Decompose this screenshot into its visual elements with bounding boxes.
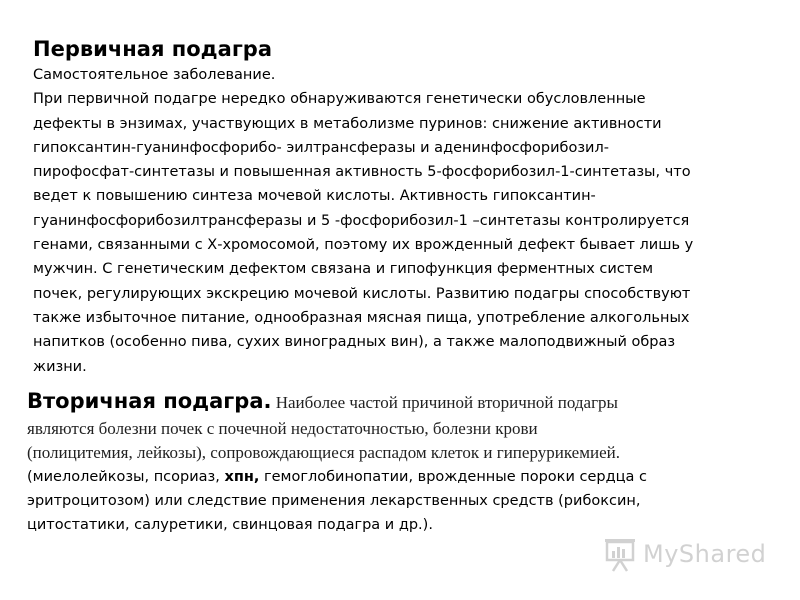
secondary-gout-section	[27, 387, 777, 537]
secondary-text-line: (полицитемия, лейкозы), сопровождающиеся распадом клеток и гиперурикемией.	[27, 443, 620, 462]
secondary-text-line	[27, 465, 777, 489]
primary-gout-section	[33, 36, 773, 379]
primary-text-line: почек, регулирующих экскрецию мочевой кислоты. Развитию подагры способствуют	[33, 285, 691, 302]
secondary-text-line: являются болезни почек с почечной недостаточностью, болезни крови	[27, 419, 538, 438]
primary-text-line: дефекты в энзимах, участвующих в метаболизме пуринов: снижение активности	[33, 115, 662, 132]
primary-gout-title: Первичная подагра	[33, 37, 272, 61]
primary-text-line: напитков (особенно пива, сухих виноградных вин), а также малоподвижный образ	[33, 334, 676, 351]
primary-text-line: Самостоятельное заболевание.	[33, 67, 276, 83]
secondary-gout-title: Вторичная подагра.	[27, 389, 272, 413]
secondary-text-bold: хпн,	[224, 469, 260, 485]
secondary-text-line	[27, 387, 777, 417]
primary-text-line: При первичной подагре нередко обнаруживаются генетически обусловленные	[33, 91, 646, 108]
secondary-text-line: эритроцитозом) или следствие применения лекарственных средств (рибоксин,	[27, 493, 641, 509]
primary-text-line: генами, связанными с Х-хромосомой, поэтому их врожденный дефект бывает лишь у	[33, 237, 694, 254]
primary-text-line: жизни.	[33, 358, 87, 375]
presentation-board-icon	[603, 535, 637, 573]
primary-text-line: гипоксантин-гуанинфосфорибо- эилтрансферазы и аденинфосфорибозил-	[33, 139, 609, 156]
primary-text-line: гуанинфосфорибозилтрансферазы и 5 -фосфорибозил-1 –синтетазы контролируется	[33, 212, 690, 229]
watermark-logo	[603, 534, 766, 574]
secondary-text-segment: гемоглобинопатии, врожденные пороки сердца с	[259, 469, 647, 485]
primary-text-line: также избыточное питание, однообразная мясная пища, употребление алкогольных	[33, 309, 690, 326]
secondary-text-segment: (миелолейкозы, псориаз,	[27, 469, 225, 485]
watermark-text: MyShared	[643, 540, 767, 568]
secondary-text-line: цитостатики, салуретики, свинцовая подагра и др.).	[27, 517, 433, 533]
primary-text-line: пирофосфат-синтетазы и повышенная активность 5-фосфорибозил-1-синтетазы, что	[33, 164, 691, 181]
primary-text-line: мужчин. С генетическим дефектом связана и гипофункция ферментных систем	[33, 261, 654, 278]
secondary-text-serif: Наиболее частой причиной вторичной подагры	[271, 393, 618, 412]
primary-text-line: ведет к повышению синтеза мочевой кислоты. Активность гипоксантин-	[33, 188, 596, 205]
